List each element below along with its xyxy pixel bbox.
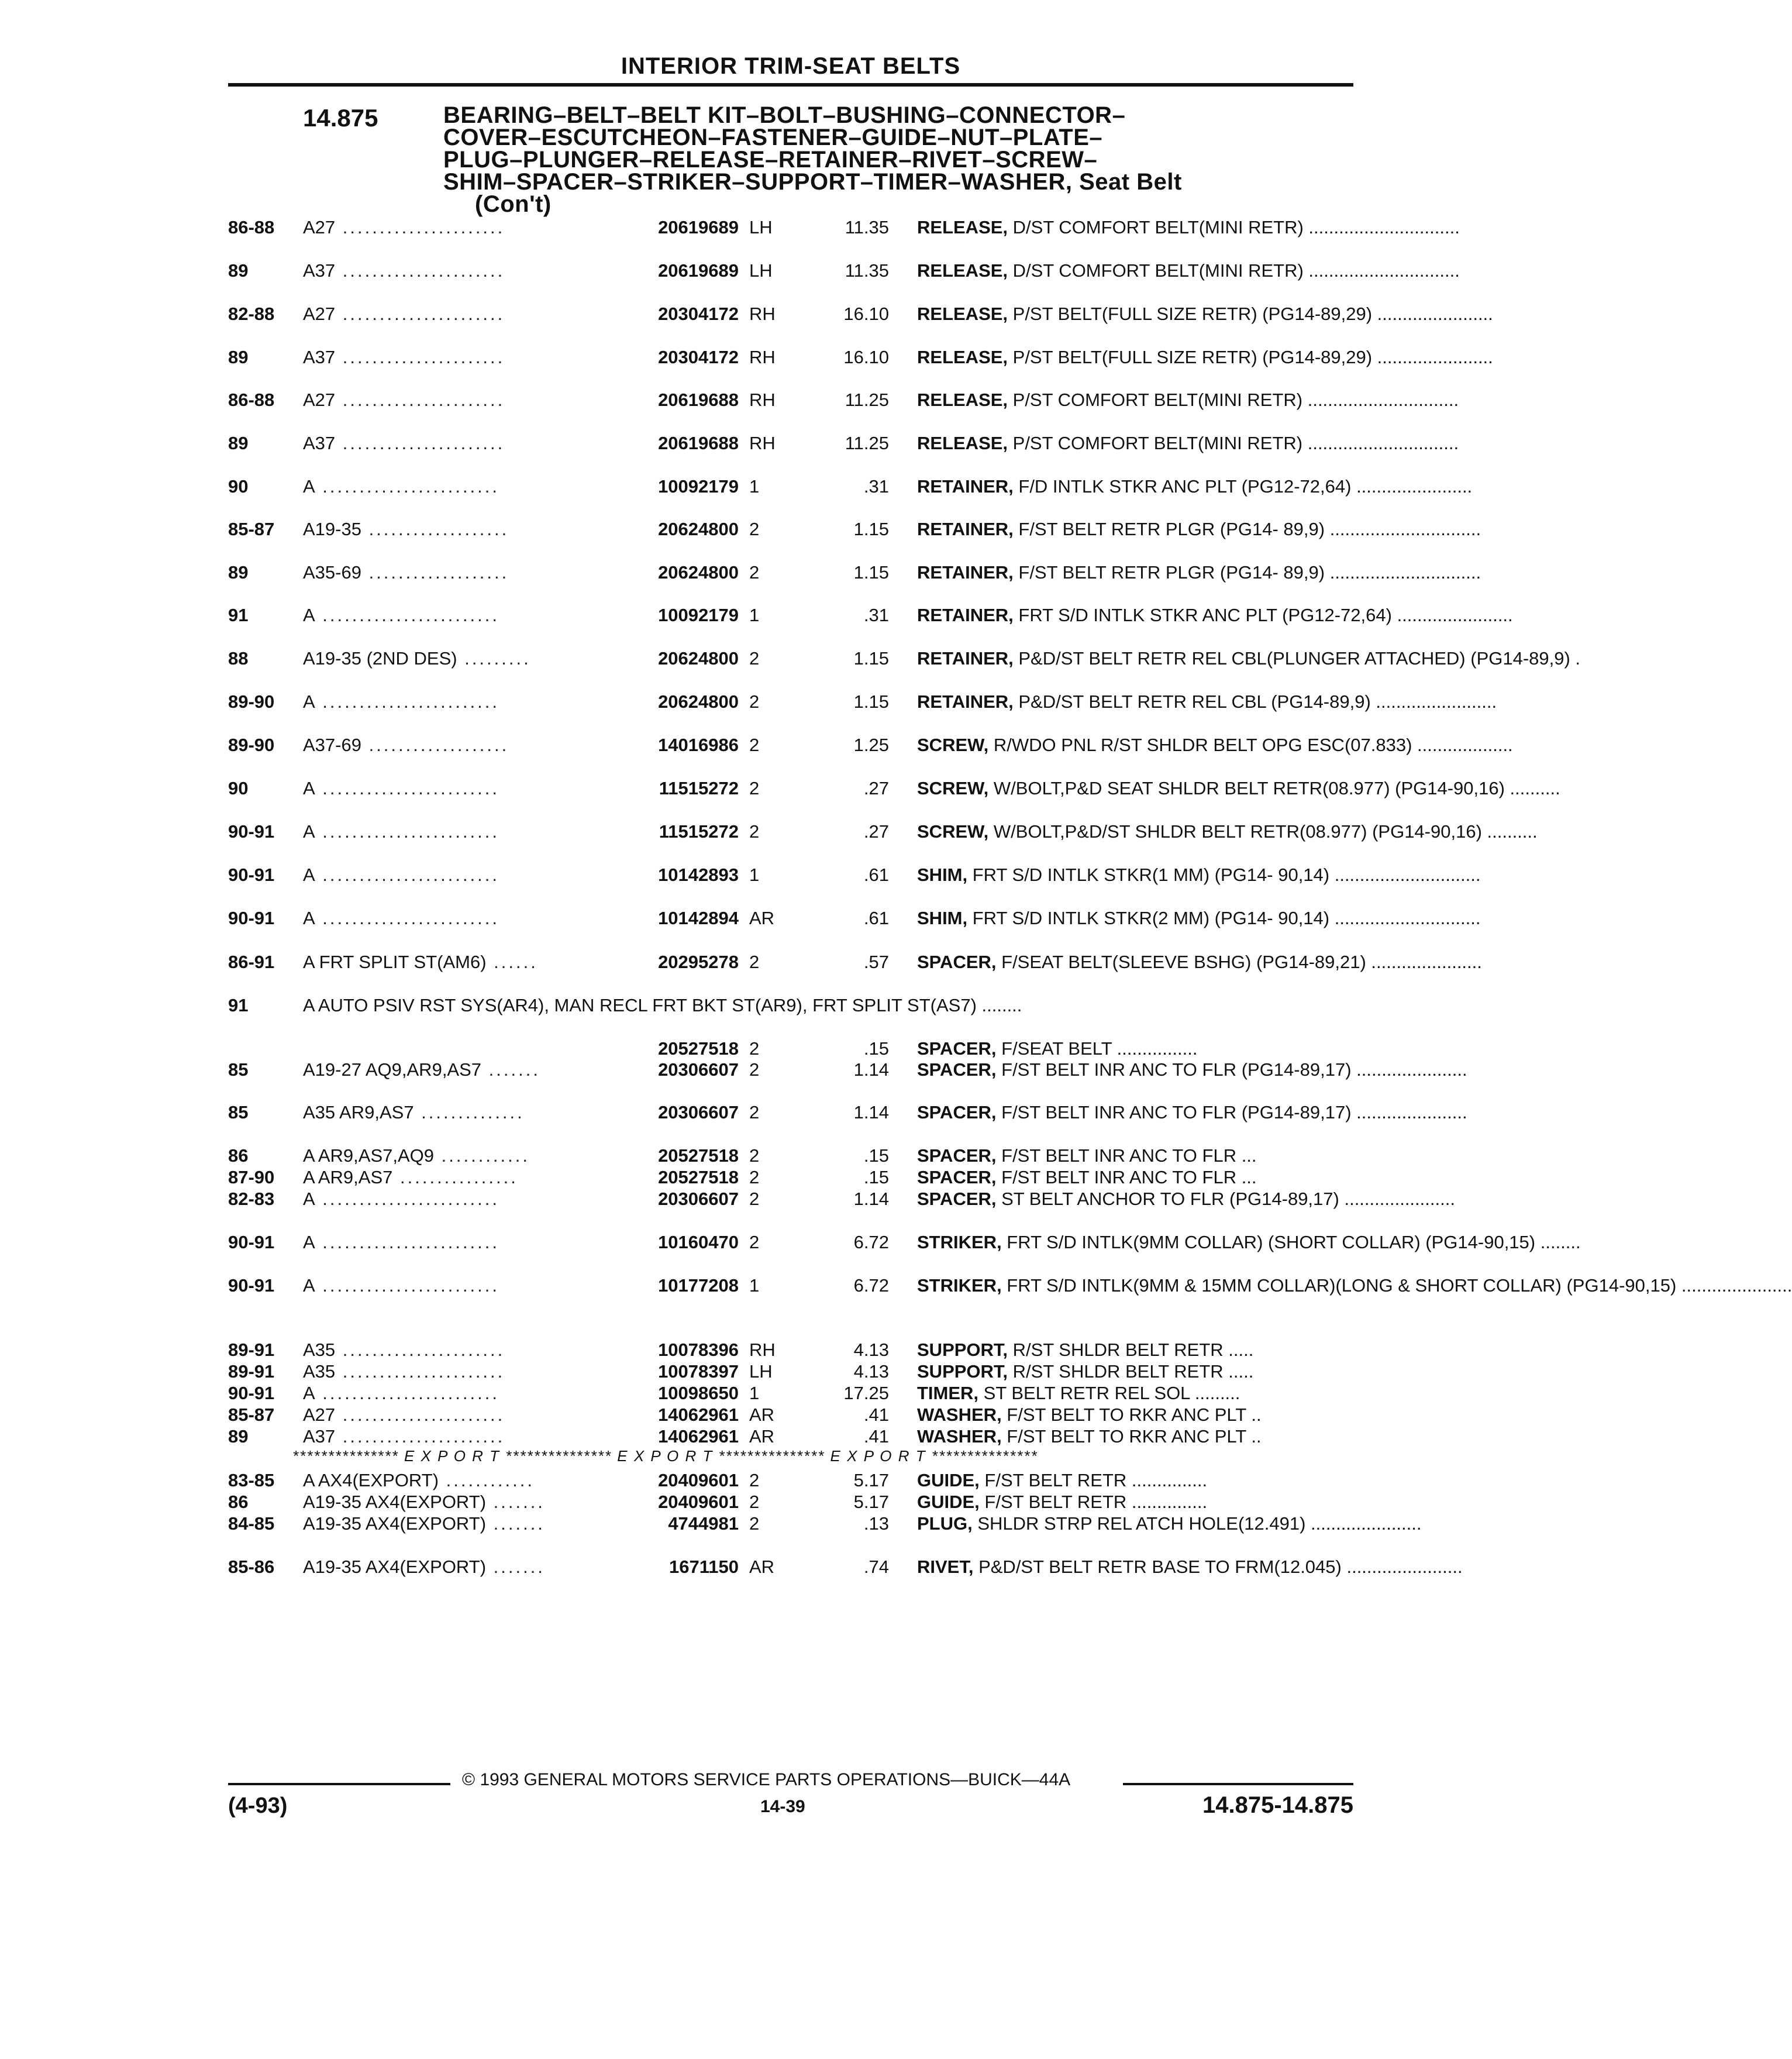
- dot-leader: ...................: [361, 562, 509, 583]
- section-title-line: BEARING–BELT–BELT KIT–BOLT–BUSHING–CONNECTOR–: [443, 102, 1126, 128]
- row-description: RETAINER, F/ST BELT RETR PLGR (PG14- 89,9) ..............................: [917, 562, 1481, 583]
- section-title-line: PLUG–PLUNGER–RELEASE–RETAINER–RIVET–SCREW–: [443, 147, 1098, 173]
- row-models: A ........................: [303, 908, 500, 928]
- row-price: .41: [863, 1404, 889, 1425]
- row-quantity: 2: [749, 648, 760, 669]
- row-quantity: AR: [749, 1557, 775, 1577]
- row-price: 1.25: [853, 735, 889, 755]
- dot-leader: ......: [486, 952, 538, 972]
- dot-leader: ................: [392, 1167, 518, 1187]
- row-description: SPACER, ST BELT ANCHOR TO FLR (PG14-89,17) ......................: [917, 1189, 1455, 1209]
- header-rule: [228, 83, 1353, 87]
- row-models: A AR9,AS7,AQ9 ............: [303, 1145, 530, 1166]
- dot-leader: ........................: [315, 476, 500, 497]
- row-quantity: AR: [749, 1404, 775, 1425]
- row-quantity: LH: [749, 217, 773, 237]
- row-models: A ........................: [303, 778, 500, 798]
- dot-leader: ......................: [335, 433, 505, 453]
- row-models: A ........................: [303, 691, 500, 712]
- row-years: 90-91: [228, 821, 275, 842]
- row-price: .27: [863, 821, 889, 842]
- row-price: .15: [863, 1038, 889, 1059]
- row-models: A19-35 AX4(EXPORT) .......: [303, 1492, 545, 1512]
- row-description: GUIDE, F/ST BELT RETR ...............: [917, 1470, 1208, 1490]
- row-quantity: LH: [749, 260, 773, 281]
- row-part-number: 20527518: [658, 1038, 739, 1059]
- footer-date: (4-93): [228, 1793, 288, 1818]
- row-part-number: 10160470: [658, 1232, 739, 1252]
- dot-leader: ........................: [315, 1232, 500, 1252]
- row-models: A AX4(EXPORT) ............: [303, 1470, 535, 1490]
- row-quantity: 2: [749, 691, 760, 712]
- dot-leader: ......................: [335, 304, 505, 324]
- row-part-number: 20624800: [658, 562, 739, 583]
- row-description: SUPPORT, R/ST SHLDR BELT RETR .....: [917, 1340, 1254, 1360]
- row-description: SPACER, F/ST BELT INR ANC TO FLR (PG14-89,17) ......................: [917, 1059, 1467, 1080]
- row-models: A19-35 ...................: [303, 519, 509, 539]
- row-years: 86-88: [228, 390, 275, 410]
- section-title-line: SHIM–SPACER–STRIKER–SUPPORT–TIMER–WASHER, Seat Belt: [443, 169, 1182, 195]
- dot-leader: ........................: [315, 865, 500, 885]
- row-description: RELEASE, P/ST COMFORT BELT(MINI RETR) ..............................: [917, 390, 1459, 410]
- row-quantity: 1: [749, 1383, 760, 1403]
- row-quantity: 2: [749, 1145, 760, 1166]
- row-years: 89: [228, 562, 249, 583]
- dot-leader: ........................: [315, 691, 500, 712]
- row-quantity: AR: [749, 1426, 775, 1447]
- row-part-number: 4744981: [668, 1513, 739, 1534]
- row-price: 17.25: [843, 1383, 889, 1403]
- dot-leader: ........................: [315, 821, 500, 842]
- row-price: 1.15: [853, 562, 889, 583]
- row-price: 1.14: [853, 1059, 889, 1080]
- row-models: A ........................: [303, 476, 500, 497]
- row-description: RETAINER, P&D/ST BELT RETR REL CBL(PLUNGER ATTACHED) (PG14-89,9) .: [917, 648, 1581, 669]
- row-part-number: 10092179: [658, 605, 739, 625]
- dot-leader: .......: [486, 1513, 545, 1534]
- row-price: 1.14: [853, 1189, 889, 1209]
- row-models: A27 ......................: [303, 217, 505, 237]
- row-description: PLUG, SHLDR STRP REL ATCH HOLE(12.491) ......................: [917, 1513, 1422, 1534]
- row-description: STRIKER, FRT S/D INTLK(9MM COLLAR) (SHORT COLLAR) (PG14-90,15) ........: [917, 1232, 1581, 1252]
- row-price: 1.14: [853, 1102, 889, 1123]
- row-description: RIVET, P&D/ST BELT RETR BASE TO FRM(12.045) .......................: [917, 1557, 1463, 1577]
- footer-rule: [1123, 1783, 1353, 1785]
- row-part-number: 14062961: [658, 1404, 739, 1425]
- row-years: 85-87: [228, 1404, 275, 1425]
- row-years: 89-90: [228, 735, 275, 755]
- row-quantity: 2: [749, 519, 760, 539]
- dot-leader: ............: [434, 1145, 530, 1166]
- row-years: 90-91: [228, 908, 275, 928]
- row-quantity: 2: [749, 1513, 760, 1534]
- row-part-number: 10078396: [658, 1340, 739, 1360]
- row-years: 89: [228, 1426, 249, 1447]
- row-description: RETAINER, F/D INTLK STKR ANC PLT (PG12-72,64) .......................: [917, 476, 1473, 497]
- section-title-line: COVER–ESCUTCHEON–FASTENER–GUIDE–NUT–PLATE–: [443, 125, 1103, 150]
- row-years: 90-91: [228, 1383, 275, 1403]
- row-models: A ........................: [303, 865, 500, 885]
- row-quantity: 2: [749, 562, 760, 583]
- row-quantity: 1: [749, 605, 760, 625]
- row-quantity: 2: [749, 952, 760, 972]
- row-price: 11.25: [845, 433, 889, 453]
- dot-leader: ......................: [335, 1426, 505, 1447]
- row-quantity: 1: [749, 1275, 760, 1296]
- row-years: 90-91: [228, 865, 275, 885]
- dot-leader: ..............: [413, 1102, 525, 1123]
- row-part-number: 20619689: [658, 217, 739, 237]
- row-price: 5.17: [853, 1470, 889, 1490]
- row-price: .74: [863, 1557, 889, 1577]
- row-price: 6.72: [853, 1232, 889, 1252]
- footer-section-range: 14.875-14.875: [1202, 1792, 1353, 1818]
- export-divider: *************** E X P O R T *************** E X P O R T *************** E X P O R T ***************: [292, 1447, 1038, 1465]
- row-price: .41: [863, 1426, 889, 1447]
- row-description: RETAINER, FRT S/D INTLK STKR ANC PLT (PG12-72,64) .......................: [917, 605, 1513, 625]
- row-years: 84-85: [228, 1513, 275, 1534]
- row-price: 16.10: [843, 304, 889, 324]
- row-models: A ........................: [303, 1275, 500, 1296]
- row-years: 89: [228, 260, 249, 281]
- row-description: RELEASE, D/ST COMFORT BELT(MINI RETR) ..............................: [917, 260, 1460, 281]
- dot-leader: ......................: [335, 1340, 505, 1360]
- row-price: 11.25: [845, 390, 889, 410]
- row-years: 86: [228, 1492, 249, 1512]
- row-models: A AUTO PSIV RST SYS(AR4), MAN RECL FRT BKT ST(AR9), FRT SPLIT ST(AS7) ........: [303, 995, 1022, 1015]
- footer-copyright: © 1993 GENERAL MOTORS SERVICE PARTS OPERATIONS—BUICK—44A: [462, 1770, 1071, 1789]
- row-price: .61: [863, 908, 889, 928]
- row-years: 83-85: [228, 1470, 275, 1490]
- row-quantity: RH: [749, 433, 776, 453]
- row-models: A ........................: [303, 1189, 500, 1209]
- row-years: 87-90: [228, 1167, 275, 1187]
- row-quantity: RH: [749, 390, 776, 410]
- row-models: A ........................: [303, 1383, 500, 1403]
- row-quantity: 1: [749, 476, 760, 497]
- row-part-number: 20409601: [658, 1492, 739, 1512]
- row-models: A AR9,AS7 ................: [303, 1167, 518, 1187]
- row-years: 90: [228, 778, 249, 798]
- row-description: SHIM, FRT S/D INTLK STKR(2 MM) (PG14- 90,14) .............................: [917, 908, 1481, 928]
- dot-leader: ...................: [361, 735, 509, 755]
- dot-leader: ......................: [335, 1361, 505, 1382]
- dot-leader: ........................: [315, 778, 500, 798]
- row-description: SPACER, F/ST BELT INR ANC TO FLR (PG14-89,17) ......................: [917, 1102, 1467, 1123]
- row-description: RELEASE, P/ST BELT(FULL SIZE RETR) (PG14-89,29) .......................: [917, 304, 1493, 324]
- row-description: SUPPORT, R/ST SHLDR BELT RETR .....: [917, 1361, 1254, 1382]
- row-part-number: 10142894: [658, 908, 739, 928]
- row-part-number: 14016986: [658, 735, 739, 755]
- row-quantity: RH: [749, 304, 776, 324]
- row-part-number: 10142893: [658, 865, 739, 885]
- row-part-number: 20527518: [658, 1145, 739, 1166]
- row-part-number: 20624800: [658, 691, 739, 712]
- row-quantity: 2: [749, 1102, 760, 1123]
- row-years: 85-87: [228, 519, 275, 539]
- row-description: WASHER, F/ST BELT TO RKR ANC PLT ..: [917, 1426, 1262, 1447]
- dot-leader: ........................: [315, 1275, 500, 1296]
- row-price: 1.15: [853, 691, 889, 712]
- footer-rule: [228, 1783, 450, 1785]
- row-price: .57: [863, 952, 889, 972]
- page-title: INTERIOR TRIM-SEAT BELTS: [621, 53, 961, 79]
- row-models: A ........................: [303, 821, 500, 842]
- row-years: 90-91: [228, 1275, 275, 1296]
- row-models: A35 AR9,AS7 ..............: [303, 1102, 525, 1123]
- row-models: A ........................: [303, 605, 500, 625]
- row-price: 1.15: [853, 519, 889, 539]
- row-models: A ........................: [303, 1232, 500, 1252]
- row-description: GUIDE, F/ST BELT RETR ...............: [917, 1492, 1208, 1512]
- row-part-number: 20304172: [658, 304, 739, 324]
- row-price: .31: [863, 605, 889, 625]
- row-part-number: 20619688: [658, 390, 739, 410]
- row-years: 85-86: [228, 1557, 275, 1577]
- row-description: SPACER, F/SEAT BELT ................: [917, 1038, 1198, 1059]
- row-part-number: 20295278: [658, 952, 739, 972]
- row-years: 89-91: [228, 1361, 275, 1382]
- row-quantity: RH: [749, 347, 776, 367]
- dot-leader: ......................: [335, 390, 505, 410]
- row-description: RELEASE, D/ST COMFORT BELT(MINI RETR) ..............................: [917, 217, 1460, 237]
- row-models: A27 ......................: [303, 304, 505, 324]
- row-part-number: 10098650: [658, 1383, 739, 1403]
- row-years: 91: [228, 995, 249, 1015]
- row-quantity: 2: [749, 1059, 760, 1080]
- row-price: 11.35: [845, 217, 889, 237]
- row-part-number: 14062961: [658, 1426, 739, 1447]
- row-part-number: 10092179: [658, 476, 739, 497]
- row-description: RETAINER, F/ST BELT RETR PLGR (PG14- 89,9) ..............................: [917, 519, 1481, 539]
- row-years: 88: [228, 648, 249, 669]
- section-number: 14.875: [303, 104, 378, 132]
- dot-leader: ........................: [315, 605, 500, 625]
- row-models: A FRT SPLIT ST(AM6) ......: [303, 952, 538, 972]
- dot-leader: ........................: [315, 908, 500, 928]
- row-description: TIMER, ST BELT RETR REL SOL .........: [917, 1383, 1240, 1403]
- row-years: 86-91: [228, 952, 275, 972]
- row-price: 4.13: [853, 1340, 889, 1360]
- row-quantity: 2: [749, 735, 760, 755]
- row-price: 16.10: [843, 347, 889, 367]
- row-years: 89: [228, 433, 249, 453]
- row-description: SPACER, F/ST BELT INR ANC TO FLR ...: [917, 1145, 1257, 1166]
- dot-leader: .......: [486, 1492, 545, 1512]
- row-years: 86: [228, 1145, 249, 1166]
- continued-label: (Con't): [475, 191, 552, 217]
- row-models: A19-35 (2ND DES) .........: [303, 648, 531, 669]
- row-years: 86-88: [228, 217, 275, 237]
- row-years: 91: [228, 605, 249, 625]
- row-models: A37 ......................: [303, 260, 505, 281]
- row-models: A37 ......................: [303, 347, 505, 367]
- row-quantity: 2: [749, 1492, 760, 1512]
- row-years: 82-83: [228, 1189, 275, 1209]
- row-years: 89: [228, 347, 249, 367]
- row-part-number: 20624800: [658, 648, 739, 669]
- row-price: .61: [863, 865, 889, 885]
- row-part-number: 20527518: [658, 1167, 739, 1187]
- row-description: RETAINER, P&D/ST BELT RETR REL CBL (PG14-89,9) ........................: [917, 691, 1497, 712]
- row-quantity: 2: [749, 1189, 760, 1209]
- row-price: 11.35: [845, 260, 889, 281]
- section-title: [443, 104, 1309, 215]
- row-quantity: 1: [749, 865, 760, 885]
- row-price: .15: [863, 1145, 889, 1166]
- row-price: 4.13: [853, 1361, 889, 1382]
- row-models: A27 ......................: [303, 390, 505, 410]
- row-quantity: 2: [749, 778, 760, 798]
- row-price: 5.17: [853, 1492, 889, 1512]
- row-description: RELEASE, P/ST COMFORT BELT(MINI RETR) ..............................: [917, 433, 1459, 453]
- dot-leader: ......................: [335, 217, 505, 237]
- row-models: A27 ......................: [303, 1404, 505, 1425]
- row-part-number: 20306607: [658, 1059, 739, 1080]
- dot-leader: ............: [439, 1470, 535, 1490]
- row-part-number: 20409601: [658, 1470, 739, 1490]
- row-price: 1.15: [853, 648, 889, 669]
- row-part-number: 10078397: [658, 1361, 739, 1382]
- row-part-number: 10177208: [658, 1275, 739, 1296]
- dot-leader: ......................: [335, 260, 505, 281]
- row-description: WASHER, F/ST BELT TO RKR ANC PLT ..: [917, 1404, 1262, 1425]
- row-quantity: 2: [749, 1470, 760, 1490]
- row-part-number: 20306607: [658, 1189, 739, 1209]
- row-models: A37 ......................: [303, 1426, 505, 1447]
- row-description: SPACER, F/ST BELT INR ANC TO FLR ...: [917, 1167, 1257, 1187]
- row-models: A35 ......................: [303, 1361, 505, 1382]
- row-quantity: 2: [749, 1232, 760, 1252]
- row-quantity: RH: [749, 1340, 776, 1360]
- dot-leader: ......................: [335, 347, 505, 367]
- row-years: 90: [228, 476, 249, 497]
- row-years: 90-91: [228, 1232, 275, 1252]
- row-part-number: 20304172: [658, 347, 739, 367]
- row-price: .13: [863, 1513, 889, 1534]
- dot-leader: ........................: [315, 1383, 500, 1403]
- row-models: A35-69 ...................: [303, 562, 509, 583]
- row-quantity: 2: [749, 1167, 760, 1187]
- row-description: SHIM, FRT S/D INTLK STKR(1 MM) (PG14- 90,14) .............................: [917, 865, 1481, 885]
- row-description: SCREW, W/BOLT,P&D/ST SHLDR BELT RETR(08.977) (PG14-90,16) ..........: [917, 821, 1538, 842]
- row-part-number: 20619688: [658, 433, 739, 453]
- dot-leader: .........: [457, 648, 531, 669]
- row-models: A37 ......................: [303, 433, 505, 453]
- row-part-number: 20619689: [658, 260, 739, 281]
- row-part-number: 1671150: [669, 1557, 739, 1577]
- row-models: A37-69 ...................: [303, 735, 509, 755]
- row-description: SCREW, W/BOLT,P&D SEAT SHLDR BELT RETR(08.977) (PG14-90,16) ..........: [917, 778, 1560, 798]
- row-models: A35 ......................: [303, 1340, 505, 1360]
- row-quantity: 2: [749, 821, 760, 842]
- dot-leader: ......................: [335, 1404, 505, 1425]
- row-years: 85: [228, 1102, 249, 1123]
- row-description: SPACER, F/SEAT BELT(SLEEVE BSHG) (PG14-89,21) ......................: [917, 952, 1482, 972]
- footer-page-number: 14-39: [760, 1797, 805, 1816]
- row-models: A19-35 AX4(EXPORT) .......: [303, 1513, 545, 1534]
- row-description: RELEASE, P/ST BELT(FULL SIZE RETR) (PG14-89,29) .......................: [917, 347, 1493, 367]
- row-quantity: AR: [749, 908, 775, 928]
- row-years: 85: [228, 1059, 249, 1080]
- row-price: .15: [863, 1167, 889, 1187]
- row-description: STRIKER, FRT S/D INTLK(9MM & 15MM COLLAR)(LONG & SHORT COLLAR) (PG14-90,15) ......................: [917, 1275, 1792, 1296]
- row-quantity: 2: [749, 1038, 760, 1059]
- dot-leader: ...................: [361, 519, 509, 539]
- row-years: 89-90: [228, 691, 275, 712]
- row-years: 82-88: [228, 304, 275, 324]
- dot-leader: .......: [486, 1557, 545, 1577]
- dot-leader: ........................: [315, 1189, 500, 1209]
- row-part-number: 11515272: [659, 821, 739, 842]
- row-price: 6.72: [853, 1275, 889, 1296]
- row-models: A19-27 AQ9,AR9,AS7 .......: [303, 1059, 540, 1080]
- row-price: .27: [863, 778, 889, 798]
- row-quantity: LH: [749, 1361, 773, 1382]
- dot-leader: .......: [481, 1059, 540, 1080]
- row-part-number: 20306607: [658, 1102, 739, 1123]
- row-years: 89-91: [228, 1340, 275, 1360]
- row-part-number: 11515272: [659, 778, 739, 798]
- row-part-number: 20624800: [658, 519, 739, 539]
- row-description: SCREW, R/WDO PNL R/ST SHLDR BELT OPG ESC(07.833) ...................: [917, 735, 1513, 755]
- row-models: A19-35 AX4(EXPORT) .......: [303, 1557, 545, 1577]
- row-price: .31: [863, 476, 889, 497]
